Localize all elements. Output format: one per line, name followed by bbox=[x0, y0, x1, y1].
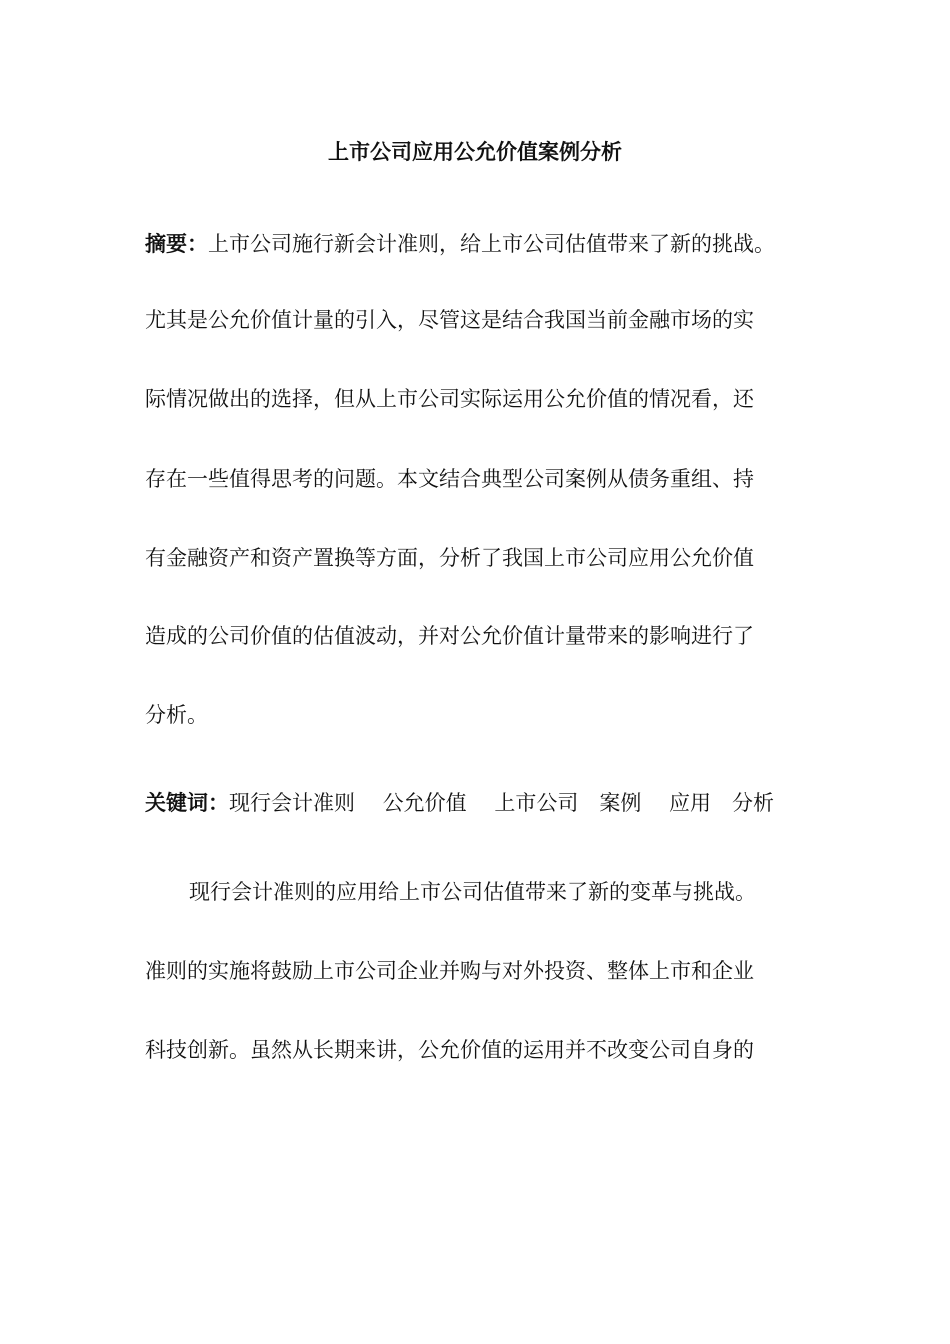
body-line-1: 现行会计准则的应用给上市公司估值带来了新的变革与挑战。 bbox=[189, 880, 756, 904]
abstract-line-1 bbox=[145, 228, 825, 260]
keywords-label: 关键词： bbox=[145, 791, 229, 815]
body-line-2: 准则的实施将鼓励上市公司企业并购与对外投资、整体上市和企业 bbox=[145, 959, 754, 983]
abstract-line-6: 造成的公司价值的估值波动，并对公允价值计量带来的影响进行了 bbox=[145, 624, 754, 648]
abstract-line-3: 际情况做出的选择，但从上市公司实际运用公允价值的情况看，还 bbox=[145, 387, 754, 411]
abstract-line-7: 分析。 bbox=[145, 703, 208, 727]
keywords-text: 现行会计准则 公允价值 上市公司 案例 应用 分析 bbox=[229, 791, 775, 815]
abstract-line-4: 存在一些值得思考的问题。本文结合典型公司案例从债务重组、持 bbox=[145, 467, 754, 491]
abstract-text-1: 上市公司施行新会计准则，给上市公司估值带来了新的挑战。 bbox=[208, 232, 775, 256]
document-title: 上市公司应用公允价值案例分析 bbox=[328, 140, 622, 164]
abstract-line-2: 尤其是公允价值计量的引入，尽管这是结合我国当前金融市场的实 bbox=[145, 308, 754, 332]
abstract-label: 摘要： bbox=[145, 232, 208, 256]
abstract-line-5: 有金融资产和资产置换等方面，分析了我国上市公司应用公允价值 bbox=[145, 546, 754, 570]
keywords-line bbox=[145, 787, 825, 819]
body-line-3: 科技创新。虽然从长期来讲，公允价值的运用并不改变公司自身的 bbox=[145, 1038, 754, 1062]
